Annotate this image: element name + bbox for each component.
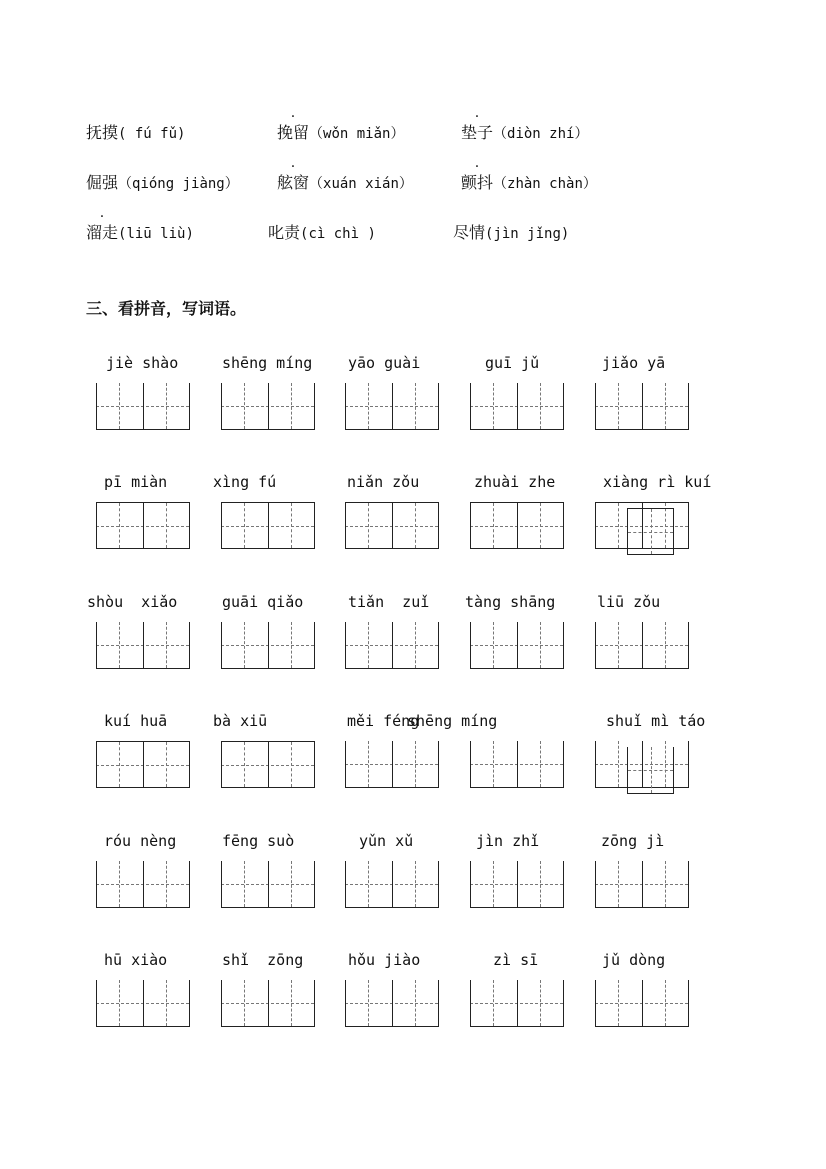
- grid-divider: [143, 503, 144, 548]
- grid-divider: [618, 622, 619, 668]
- choice-item: [268, 223, 376, 244]
- writing-grid[interactable]: [221, 502, 315, 549]
- pinyin-text: liū zǒu: [597, 593, 661, 611]
- grid-divider: [143, 742, 144, 787]
- grid-divider: [470, 383, 471, 429]
- pinyin-text: shǐ zōng: [222, 951, 304, 969]
- grid-divider: [517, 383, 518, 429]
- pinyin-text: xiàng rì kuí: [603, 473, 712, 491]
- grid-divider: [642, 980, 643, 1026]
- grid-divider: [493, 622, 494, 668]
- grid-divider: [143, 383, 144, 429]
- grid-divider: [618, 980, 619, 1026]
- grid-divider: [595, 383, 596, 429]
- grid-divider: [291, 980, 292, 1026]
- pinyin-text: zōng jì: [601, 832, 665, 850]
- writing-grid[interactable]: [96, 622, 190, 669]
- writing-grid[interactable]: [470, 980, 564, 1027]
- pinyin-text: yǔn xǔ: [359, 832, 414, 850]
- grid-divider: [368, 622, 369, 668]
- grid-divider: [392, 741, 393, 787]
- choice-word: 垫子: [461, 123, 494, 142]
- grid-divider: [291, 503, 292, 548]
- pinyin-text: jiè shào: [106, 354, 179, 372]
- grid-divider: [665, 861, 666, 907]
- pinyin-text: tàng shāng: [465, 593, 556, 611]
- grid-divider: [345, 503, 346, 548]
- choice-word: 舷窗: [277, 173, 310, 192]
- grid-divider: [517, 741, 518, 787]
- writing-grid[interactable]: [221, 741, 315, 788]
- grid-divider: [291, 622, 292, 668]
- grid-divider: [415, 383, 416, 429]
- grid-divider: [618, 503, 619, 548]
- writing-grid-extra[interactable]: [627, 747, 674, 794]
- grid-divider: [415, 980, 416, 1026]
- grid-divider: [291, 861, 292, 907]
- grid-divider: [244, 742, 245, 787]
- pinyin-text: zì sī: [493, 951, 539, 969]
- grid-divider: [244, 622, 245, 668]
- pinyin-text: bà xiū: [213, 712, 268, 730]
- grid-divider: [665, 622, 666, 668]
- grid-divider: [244, 861, 245, 907]
- grid-divider: [119, 503, 120, 548]
- writing-grid[interactable]: [96, 383, 190, 430]
- choice-item: [277, 123, 404, 144]
- choice-item: [86, 223, 194, 244]
- choice-pinyin: (jìn jǐng): [485, 226, 570, 242]
- choice-item: [453, 223, 569, 244]
- pinyin-text: shēng míng: [222, 354, 313, 372]
- pinyin-text: jǔ dòng: [602, 951, 666, 969]
- choice-word: 颤抖: [461, 173, 494, 192]
- writing-grid[interactable]: [345, 622, 439, 669]
- writing-grid[interactable]: [96, 861, 190, 908]
- writing-grid[interactable]: [470, 502, 564, 549]
- grid-divider: [119, 742, 120, 787]
- pinyin-text: jiǎo yā: [602, 354, 666, 372]
- grid-divider: [244, 980, 245, 1026]
- grid-divider: [392, 503, 393, 548]
- writing-grid[interactable]: [345, 502, 439, 549]
- grid-divider: [291, 383, 292, 429]
- grid-divider: [268, 622, 269, 668]
- grid-divider: [368, 980, 369, 1026]
- pinyin-text: zhuài zhe: [474, 473, 556, 491]
- pinyin-text: róu nèng: [104, 832, 177, 850]
- choice-word: 抚摸: [86, 123, 119, 142]
- grid-divider: [221, 980, 222, 1026]
- grid-divider: [221, 861, 222, 907]
- choice-word: 倔强: [86, 173, 119, 192]
- writing-grid[interactable]: [470, 383, 564, 430]
- grid-divider: [345, 622, 346, 668]
- grid-divider: [493, 741, 494, 787]
- grid-divider: [540, 383, 541, 429]
- choice-pinyin: (liū liù): [118, 226, 194, 242]
- grid-divider: [493, 980, 494, 1026]
- grid-divider: [368, 861, 369, 907]
- choice-pinyin: （diòn zhí）: [493, 126, 589, 142]
- grid-divider: [166, 861, 167, 907]
- grid-divider: [345, 980, 346, 1026]
- grid-divider: [368, 383, 369, 429]
- grid-divider: [651, 747, 652, 793]
- section-heading: 三、看拼音，写词语。: [86, 299, 247, 318]
- writing-grid[interactable]: [345, 741, 439, 788]
- pinyin-text: yāo guài: [348, 354, 421, 372]
- pinyin-text: jìn zhǐ: [476, 832, 540, 850]
- grid-divider: [415, 503, 416, 548]
- choice-item: [86, 173, 239, 194]
- writing-grid[interactable]: [221, 980, 315, 1027]
- grid-divider: [618, 861, 619, 907]
- grid-divider: [119, 980, 120, 1026]
- choice-word: 挽留: [277, 123, 310, 142]
- grid-divider: [166, 383, 167, 429]
- grid-divider: [268, 383, 269, 429]
- grid-divider: [143, 861, 144, 907]
- grid-divider: [540, 622, 541, 668]
- choice-pinyin: (cì chì ): [300, 226, 376, 242]
- writing-grid[interactable]: [595, 383, 689, 430]
- grid-divider: [221, 622, 222, 668]
- grid-divider: [96, 742, 97, 787]
- grid-divider: [595, 980, 596, 1026]
- pinyin-text: guī jǔ: [485, 354, 540, 372]
- grid-divider: [166, 980, 167, 1026]
- grid-divider: [470, 861, 471, 907]
- writing-grid[interactable]: [470, 622, 564, 669]
- grid-divider: [642, 622, 643, 668]
- choice-word: 叱责: [268, 223, 301, 242]
- grid-divider: [540, 861, 541, 907]
- grid-divider: [517, 622, 518, 668]
- writing-grid-extra[interactable]: [627, 508, 674, 555]
- grid-divider: [595, 503, 596, 548]
- grid-divider: [595, 741, 596, 787]
- pinyin-text: pī miàn: [104, 473, 168, 491]
- grid-divider: [642, 383, 643, 429]
- grid-divider: [470, 503, 471, 548]
- pinyin-text: měi féng: [347, 712, 420, 730]
- writing-grid[interactable]: [96, 502, 190, 549]
- writing-grid[interactable]: [595, 861, 689, 908]
- writing-grid[interactable]: [221, 622, 315, 669]
- pinyin-text: shòu xiǎo: [87, 593, 178, 611]
- grid-divider: [517, 503, 518, 548]
- grid-divider: [143, 622, 144, 668]
- grid-divider: [493, 383, 494, 429]
- writing-grid[interactable]: [345, 861, 439, 908]
- grid-divider: [493, 861, 494, 907]
- pinyin-text: hǒu jiào: [348, 951, 421, 969]
- grid-divider: [96, 980, 97, 1026]
- grid-divider: [96, 503, 97, 548]
- grid-divider: [392, 383, 393, 429]
- grid-divider: [244, 383, 245, 429]
- choice-pinyin: （zhàn chàn）: [493, 176, 597, 192]
- grid-divider: [268, 980, 269, 1026]
- pinyin-text: niǎn zǒu: [347, 473, 420, 491]
- pinyin-text: kuí huā: [104, 712, 168, 730]
- grid-divider: [618, 741, 619, 787]
- grid-divider: [96, 622, 97, 668]
- grid-divider: [595, 861, 596, 907]
- grid-divider: [166, 503, 167, 548]
- pinyin-text: hū xiào: [104, 951, 168, 969]
- grid-divider: [470, 622, 471, 668]
- choice-item: [277, 173, 413, 194]
- grid-divider: [368, 503, 369, 548]
- pinyin-text: tiǎn zuǐ: [348, 593, 430, 611]
- grid-divider: [392, 980, 393, 1026]
- grid-divider: [166, 622, 167, 668]
- choice-word: 尽情: [453, 223, 486, 242]
- grid-divider: [345, 383, 346, 429]
- pinyin-text: shēng míng: [407, 712, 498, 730]
- grid-divider: [221, 742, 222, 787]
- grid-divider: [368, 741, 369, 787]
- writing-grid[interactable]: [221, 861, 315, 908]
- grid-divider: [96, 383, 97, 429]
- grid-divider: [595, 622, 596, 668]
- grid-divider: [517, 861, 518, 907]
- grid-divider: [415, 861, 416, 907]
- grid-divider: [665, 383, 666, 429]
- grid-divider: [540, 980, 541, 1026]
- grid-divider: [119, 383, 120, 429]
- grid-divider: [268, 861, 269, 907]
- choice-pinyin: ( fú fǔ): [118, 126, 186, 142]
- grid-divider: [470, 980, 471, 1026]
- grid-divider: [345, 861, 346, 907]
- writing-grid[interactable]: [345, 980, 439, 1027]
- choice-pinyin: （xuán xián）: [309, 176, 413, 192]
- writing-grid[interactable]: [96, 741, 190, 788]
- grid-divider: [642, 861, 643, 907]
- grid-divider: [166, 742, 167, 787]
- grid-divider: [221, 503, 222, 548]
- pinyin-text: fēng suò: [222, 832, 295, 850]
- grid-divider: [268, 742, 269, 787]
- writing-grid[interactable]: [595, 622, 689, 669]
- grid-divider: [415, 741, 416, 787]
- choice-item: [461, 173, 597, 194]
- grid-divider: [517, 980, 518, 1026]
- grid-divider: [268, 503, 269, 548]
- grid-divider: [119, 861, 120, 907]
- pinyin-text: xìng fú: [213, 473, 277, 491]
- grid-divider: [221, 383, 222, 429]
- grid-divider: [96, 861, 97, 907]
- grid-divider: [119, 622, 120, 668]
- grid-divider: [540, 503, 541, 548]
- grid-divider: [244, 503, 245, 548]
- grid-divider: [143, 980, 144, 1026]
- writing-grid[interactable]: [470, 861, 564, 908]
- writing-grid[interactable]: [470, 741, 564, 788]
- choice-word: 溜走: [86, 223, 119, 242]
- grid-divider: [651, 509, 652, 554]
- choice-item: [461, 123, 588, 144]
- grid-divider: [470, 741, 471, 787]
- choice-item: [86, 123, 185, 144]
- writing-grid[interactable]: [595, 980, 689, 1027]
- pinyin-text: guāi qiǎo: [222, 593, 304, 611]
- choice-pinyin: （wǒn miǎn）: [309, 126, 405, 142]
- grid-divider: [665, 980, 666, 1026]
- grid-divider: [540, 741, 541, 787]
- grid-divider: [345, 741, 346, 787]
- grid-divider: [618, 383, 619, 429]
- writing-grid[interactable]: [96, 980, 190, 1027]
- grid-divider: [291, 742, 292, 787]
- writing-grid[interactable]: [345, 383, 439, 430]
- grid-divider: [415, 622, 416, 668]
- grid-divider: [493, 503, 494, 548]
- writing-grid[interactable]: [221, 383, 315, 430]
- grid-divider: [392, 622, 393, 668]
- pinyin-text: shuǐ mì táo: [606, 712, 706, 730]
- grid-divider: [392, 861, 393, 907]
- choice-pinyin: （qióng jiàng）: [118, 176, 239, 192]
